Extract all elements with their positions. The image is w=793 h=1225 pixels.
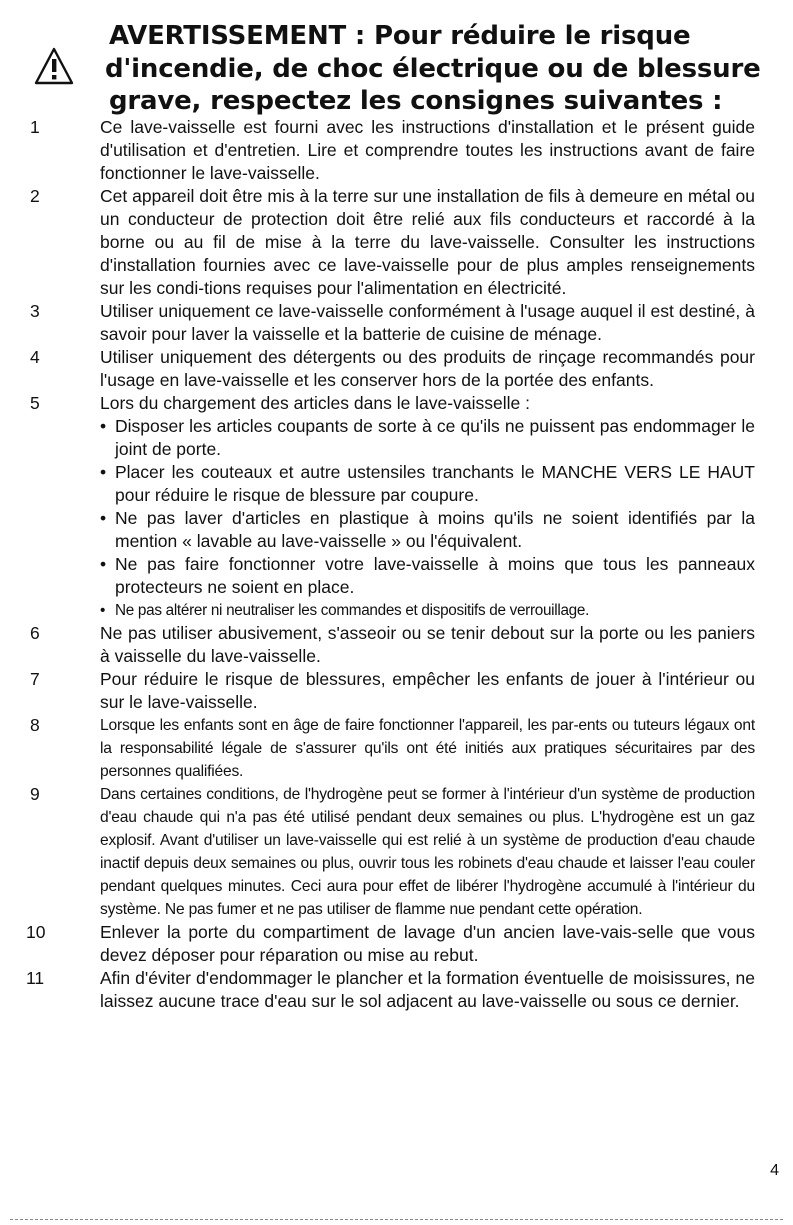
footer-divider — [10, 1219, 783, 1220]
item-text: Dans certaines conditions, de l'hydrogène peut se former à l'intérieur d'un système de production d'eau chaude qui n'a pas été utilisé pendant deux semaines ou plus. L'hydrogène est un gaz explosif. Avant d'utiliser un lave-vaisselle qui est relié à un système de production d'eau chaude inactif depuis deux semaines ou plus, ouvrir tous les robinets d'eau chaude et laisser l'eau couler pendant quelques minutes. Ceci aura pour effet de libérer l'hydrogène accumulé à l'intérieur du système. Ne pas fumer et ne pas utiliser de flamme nue pendant cette opération. — [100, 786, 755, 918]
warning-heading-line-2: d'incendie, de choc électrique ou de blessure — [105, 53, 761, 84]
bullet-icon: • — [100, 462, 107, 482]
list-item — [30, 185, 755, 300]
item-number: 2 — [30, 186, 40, 206]
warning-heading-line-3: grave, respectez les consignes suivantes : — [109, 86, 723, 116]
safety-instructions-list — [26, 116, 755, 1013]
warning-heading-line-1: AVERTISSEMENT : Pour réduire le risque — [109, 21, 691, 51]
item-text: Ne pas utiliser abusivement, s'asseoir ou se tenir debout sur la porte ou les paniers à vaisselle du lave-vaisselle. — [100, 623, 755, 666]
warning-triangle-icon — [34, 46, 74, 86]
list-item — [30, 392, 755, 622]
item-number: 5 — [30, 393, 40, 413]
sub-list-item — [100, 415, 755, 461]
sub-item-text: Placer les couteaux et autre ustensiles tranchants le MANCHE VERS LE HAUT pour réduire le risque de blessure par coupure. — [115, 462, 755, 505]
list-item — [26, 921, 755, 967]
item-number: 11 — [26, 968, 45, 988]
item-number: 7 — [30, 669, 40, 689]
item-number: 8 — [30, 715, 40, 735]
list-item — [26, 967, 755, 1013]
item-number: 9 — [30, 784, 40, 804]
bullet-icon: • — [100, 416, 107, 436]
item-text: Pour réduire le risque de blessures, empêcher les enfants de jouer à l'intérieur ou sur le lave-vaisselle. — [100, 669, 755, 712]
item-number: 1 — [30, 117, 40, 137]
sub-item-text: Ne pas altérer ni neutraliser les commandes et dispositifs de verrouillage. — [115, 602, 590, 619]
list-item — [30, 346, 755, 392]
item-text: Enlever la porte du compartiment de lavage d'un ancien lave-vais-selle que vous devez déposer pour réparation ou mise au rebut. — [100, 922, 755, 965]
list-item — [30, 783, 755, 921]
sub-list-item — [100, 507, 755, 553]
item-number: 3 — [30, 301, 40, 321]
item-number: 6 — [30, 623, 40, 643]
sub-list-item — [100, 461, 755, 507]
item-text: Ce lave-vaisselle est fourni avec les instructions d'installation et le présent guide d'utilisation et d'entretien. Lire et comprendre toutes les instructions avant de faire fonctionner le lave-vaisselle. — [100, 117, 755, 183]
item-number: 4 — [30, 347, 40, 367]
item-text: Utiliser uniquement ce lave-vaisselle conformément à l'usage auquel il est destiné, à savoir pour laver la vaisselle et la batterie de cuisine de ménage. — [100, 301, 755, 344]
list-item — [30, 116, 755, 185]
bullet-icon: • — [100, 508, 107, 528]
sub-list-item — [100, 553, 755, 599]
item-text: Lorsque les enfants sont en âge de faire fonctionner l'appareil, les par-ents ou tuteurs légaux ont la responsabilité légale de s'assurer qu'ils ont été initiés aux pratiques sécuritaires par des personnes qualifiées. — [100, 717, 755, 780]
sub-item-text: Ne pas laver d'articles en plastique à moins qu'ils ne soient identifiés par la mention « lavable au lave-vaisselle » ou l'équivalent. — [115, 508, 755, 551]
sub-item-text: Disposer les articles coupants de sorte à ce qu'ils ne puissent pas endommager le joint de porte. — [115, 416, 755, 459]
sub-list-item — [100, 599, 755, 622]
warning-heading — [105, 20, 779, 118]
bullet-icon: • — [100, 554, 107, 574]
item-text: Afin d'éviter d'endommager le plancher et la formation éventuelle de moisissures, ne laissez aucune trace d'eau sur le sol adjacent au lave-vaisselle ou sous ce dernier. — [100, 968, 755, 1011]
bullet-icon: • — [100, 602, 106, 619]
list-item — [30, 714, 755, 783]
sub-item-text: Ne pas faire fonctionner votre lave-vaisselle à moins que tous les panneaux protecteurs ne soient en place. — [115, 554, 755, 597]
page-number: 4 — [770, 1162, 779, 1179]
list-item — [30, 622, 755, 668]
item-text: Lors du chargement des articles dans le lave-vaisselle : — [100, 393, 530, 413]
item-text: Cet appareil doit être mis à la terre sur une installation de fils à demeure en métal ou un conducteur de protection doit être relié aux fils conducteurs et raccordé à la borne ou au fil de mise à la terre du lave-vaisselle. Consulter les instructions d'installation fournies avec ce lave-vaisselle pour de plus amples renseignements sur les condi-tions requises pour l'alimentation en électricité. — [100, 186, 755, 298]
list-item — [30, 300, 755, 346]
list-item — [30, 668, 755, 714]
item-text: Utiliser uniquement des détergents ou des produits de rinçage recommandés pour l'usage en lave-vaisselle et les conserver hors de la portée des enfants. — [100, 347, 755, 390]
item-number: 10 — [26, 922, 46, 942]
